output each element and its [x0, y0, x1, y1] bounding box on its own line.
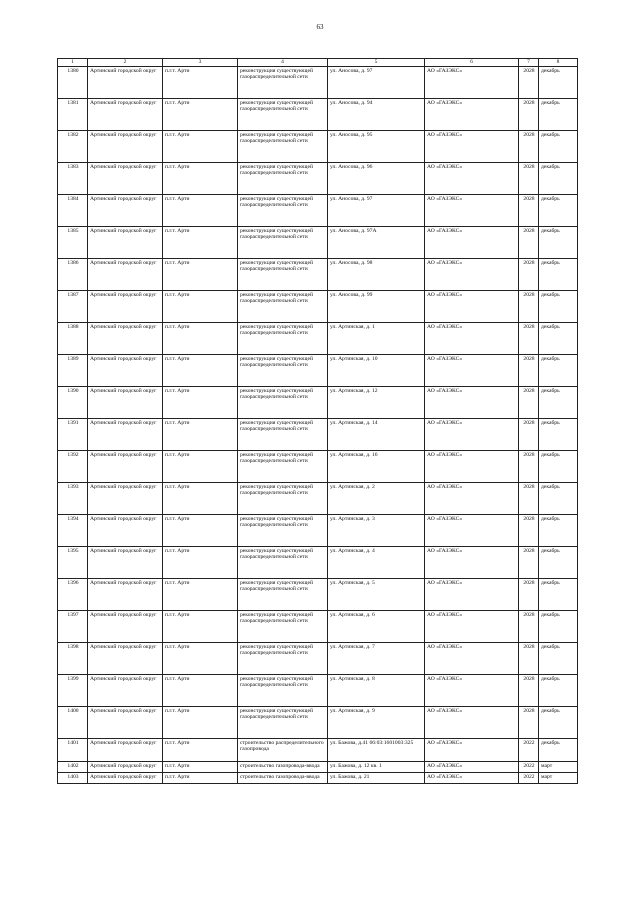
- cell-org: АО «ГАЗЭКС»: [425, 675, 519, 707]
- cell-work: реконструкция существующей газораспределительной сети: [238, 99, 328, 131]
- cell-org: АО «ГАЗЭКС»: [425, 611, 519, 643]
- cell-month: декабрь: [539, 323, 578, 355]
- cell-org: АО «ГАЗЭКС»: [425, 707, 519, 739]
- cell-settlement: п.г.т. Арти: [163, 515, 238, 547]
- cell-address: ул. Аносова, д. 97: [328, 195, 425, 227]
- cell-address: ул. Аносова, д. 97А: [328, 227, 425, 259]
- cell-month: декабрь: [539, 163, 578, 195]
- cell-month: декабрь: [539, 67, 578, 99]
- cell-address: ул. Аносова, д. 97: [328, 67, 425, 99]
- cell-org: АО «ГАЗЭКС»: [425, 195, 519, 227]
- cell-district: Артинский городской округ: [88, 762, 163, 773]
- cell-n: 1399: [58, 675, 88, 707]
- cell-month: декабрь: [539, 739, 578, 762]
- cell-year: 2028: [519, 419, 539, 451]
- cell-n: 1387: [58, 291, 88, 323]
- cell-year: 2028: [519, 579, 539, 611]
- cell-settlement: п.г.т. Арти: [163, 483, 238, 515]
- table-row: [58, 579, 578, 611]
- cell-n: 1381: [58, 99, 88, 131]
- table-row: [58, 323, 578, 355]
- cell-work: реконструкция существующей газораспределительной сети: [238, 547, 328, 579]
- cell-org: АО «ГАЗЭКС»: [425, 163, 519, 195]
- cell-district: Артинский городской округ: [88, 451, 163, 483]
- cell-n: 1398: [58, 643, 88, 675]
- header-cell: 6: [425, 59, 519, 67]
- cell-month: декабрь: [539, 675, 578, 707]
- cell-n: 1382: [58, 131, 88, 163]
- cell-settlement: п.г.т. Арти: [163, 163, 238, 195]
- cell-settlement: п.г.т. Арти: [163, 323, 238, 355]
- cell-address: ул. Аносова, д. 95: [328, 131, 425, 163]
- cell-district: Артинский городской округ: [88, 323, 163, 355]
- cell-address: ул. Аносова, д. 98: [328, 259, 425, 291]
- cell-district: Артинский городской округ: [88, 707, 163, 739]
- cell-settlement: п.г.т. Арти: [163, 419, 238, 451]
- cell-n: 1384: [58, 195, 88, 227]
- cell-month: март: [539, 762, 578, 773]
- header-cell: 4: [238, 59, 328, 67]
- cell-month: декабрь: [539, 451, 578, 483]
- cell-n: 1386: [58, 259, 88, 291]
- cell-settlement: п.г.т. Арти: [163, 355, 238, 387]
- cell-month: декабрь: [539, 227, 578, 259]
- cell-address: ул. Артинская, д. 8: [328, 675, 425, 707]
- table-row: [58, 707, 578, 739]
- cell-org: АО «ГАЗЭКС»: [425, 67, 519, 99]
- table-row: [58, 547, 578, 579]
- cell-org: АО «ГАЗЭКС»: [425, 291, 519, 323]
- cell-n: 1395: [58, 547, 88, 579]
- cell-district: Артинский городской округ: [88, 419, 163, 451]
- cell-org: АО «ГАЗЭКС»: [425, 451, 519, 483]
- cell-year: 2028: [519, 227, 539, 259]
- cell-org: АО «ГАЗЭКС»: [425, 419, 519, 451]
- cell-district: Артинский городской округ: [88, 483, 163, 515]
- cell-n: 1397: [58, 611, 88, 643]
- cell-n: 1401: [58, 739, 88, 762]
- cell-n: 1393: [58, 483, 88, 515]
- table-row: [58, 515, 578, 547]
- table-row: [58, 611, 578, 643]
- cell-org: АО «ГАЗЭКС»: [425, 643, 519, 675]
- page-number: 63: [316, 23, 324, 31]
- cell-year: 2028: [519, 515, 539, 547]
- cell-settlement: п.г.т. Арти: [163, 773, 238, 784]
- cell-address: ул. Артинская, д. 5: [328, 579, 425, 611]
- cell-month: декабрь: [539, 643, 578, 675]
- cell-month: декабрь: [539, 259, 578, 291]
- cell-year: 2028: [519, 643, 539, 675]
- cell-work: реконструкция существующей газораспределительной сети: [238, 675, 328, 707]
- cell-address: ул. Аносова, д. 96: [328, 163, 425, 195]
- table-row: [58, 675, 578, 707]
- cell-month: декабрь: [539, 707, 578, 739]
- cell-year: 2022: [519, 739, 539, 762]
- cell-n: 1391: [58, 419, 88, 451]
- cell-year: 2028: [519, 259, 539, 291]
- cell-n: 1389: [58, 355, 88, 387]
- cell-n: 1396: [58, 579, 88, 611]
- table-row: [58, 131, 578, 163]
- cell-work: реконструкция существующей газораспределительной сети: [238, 195, 328, 227]
- cell-month: декабрь: [539, 131, 578, 163]
- table-row: [58, 99, 578, 131]
- cell-address: ул. Артинская, д. 1: [328, 323, 425, 355]
- cell-year: 2022: [519, 773, 539, 784]
- cell-address: ул. Артинская, д. 4: [328, 547, 425, 579]
- table-row: [58, 483, 578, 515]
- cell-district: Артинский городской округ: [88, 291, 163, 323]
- cell-work: реконструкция существующей газораспределительной сети: [238, 451, 328, 483]
- cell-org: АО «ГАЗЭКС»: [425, 547, 519, 579]
- cell-settlement: п.г.т. Арти: [163, 291, 238, 323]
- cell-address: ул. Бажова, д. 21: [328, 773, 425, 784]
- cell-address: ул. Артинская, д. 14: [328, 419, 425, 451]
- cell-month: март: [539, 773, 578, 784]
- header-row: [58, 59, 578, 67]
- cell-month: декабрь: [539, 515, 578, 547]
- cell-year: 2028: [519, 67, 539, 99]
- cell-district: Артинский городской округ: [88, 67, 163, 99]
- cell-n: 1383: [58, 163, 88, 195]
- cell-settlement: п.г.т. Арти: [163, 707, 238, 739]
- header-cell: 8: [539, 59, 578, 67]
- cell-settlement: п.г.т. Арти: [163, 547, 238, 579]
- cell-settlement: п.г.т. Арти: [163, 67, 238, 99]
- cell-settlement: п.г.т. Арти: [163, 611, 238, 643]
- header-cell: 2: [88, 59, 163, 67]
- cell-district: Артинский городской округ: [88, 355, 163, 387]
- table-row: [58, 195, 578, 227]
- cell-month: декабрь: [539, 387, 578, 419]
- cell-work: строительство газопровода-ввода: [238, 773, 328, 784]
- cell-address: ул. Артинская, д. 10: [328, 355, 425, 387]
- cell-n: 1380: [58, 67, 88, 99]
- cell-org: АО «ГАЗЭКС»: [425, 99, 519, 131]
- cell-year: 2022: [519, 762, 539, 773]
- cell-org: АО «ГАЗЭКС»: [425, 387, 519, 419]
- cell-address: ул. Артинская, д. 2: [328, 483, 425, 515]
- cell-address: ул. Артинская, д. 7: [328, 643, 425, 675]
- cell-settlement: п.г.т. Арти: [163, 259, 238, 291]
- cell-district: Артинский городской округ: [88, 515, 163, 547]
- table-row: [58, 227, 578, 259]
- cell-n: 1385: [58, 227, 88, 259]
- cell-org: АО «ГАЗЭКС»: [425, 579, 519, 611]
- cell-work: реконструкция существующей газораспределительной сети: [238, 707, 328, 739]
- cell-work: реконструкция существующей газораспределительной сети: [238, 323, 328, 355]
- cell-year: 2028: [519, 611, 539, 643]
- table-row: [58, 67, 578, 99]
- cell-month: декабрь: [539, 419, 578, 451]
- cell-month: декабрь: [539, 355, 578, 387]
- cell-year: 2028: [519, 195, 539, 227]
- header-cell: 1: [58, 59, 88, 67]
- cell-month: декабрь: [539, 483, 578, 515]
- cell-district: Артинский городской округ: [88, 195, 163, 227]
- cell-org: АО «ГАЗЭКС»: [425, 739, 519, 762]
- cell-work: реконструкция существующей газораспределительной сети: [238, 131, 328, 163]
- cell-district: Артинский городской округ: [88, 739, 163, 762]
- cell-work: реконструкция существующей газораспределительной сети: [238, 643, 328, 675]
- cell-org: АО «ГАЗЭКС»: [425, 773, 519, 784]
- header-cell: 7: [519, 59, 539, 67]
- header-cell: 5: [328, 59, 425, 67]
- cell-work: реконструкция существующей газораспределительной сети: [238, 611, 328, 643]
- cell-work: строительство распределительного газопровода: [238, 739, 328, 762]
- cell-n: 1400: [58, 707, 88, 739]
- cell-district: Артинский городской округ: [88, 227, 163, 259]
- cell-n: 1394: [58, 515, 88, 547]
- cell-year: 2028: [519, 355, 539, 387]
- cell-work: реконструкция существующей газораспределительной сети: [238, 227, 328, 259]
- table-row: [58, 419, 578, 451]
- table-row: [58, 451, 578, 483]
- cell-org: АО «ГАЗЭКС»: [425, 131, 519, 163]
- cell-month: декабрь: [539, 611, 578, 643]
- cell-settlement: п.г.т. Арти: [163, 675, 238, 707]
- cell-year: 2028: [519, 323, 539, 355]
- cell-address: ул. Аносова, д. 94: [328, 99, 425, 131]
- cell-settlement: п.г.т. Арти: [163, 643, 238, 675]
- cell-settlement: п.г.т. Арти: [163, 99, 238, 131]
- cell-address: ул. Артинская, д. 3: [328, 515, 425, 547]
- cell-org: АО «ГАЗЭКС»: [425, 227, 519, 259]
- cell-month: декабрь: [539, 547, 578, 579]
- cell-year: 2028: [519, 547, 539, 579]
- cell-address: ул. Бажова, д. 12 кв. 1: [328, 762, 425, 773]
- table-row: [58, 773, 578, 784]
- cell-district: Артинский городской округ: [88, 259, 163, 291]
- table-row: [58, 291, 578, 323]
- cell-district: Артинский городской округ: [88, 611, 163, 643]
- cell-work: реконструкция существующей газораспределительной сети: [238, 163, 328, 195]
- cell-district: Артинский городской округ: [88, 547, 163, 579]
- cell-district: Артинский городской округ: [88, 773, 163, 784]
- cell-work: реконструкция существующей газораспределительной сети: [238, 419, 328, 451]
- table-row: [58, 163, 578, 195]
- cell-month: декабрь: [539, 291, 578, 323]
- cell-settlement: п.г.т. Арти: [163, 739, 238, 762]
- cell-address: ул. Артинская, д. 12: [328, 387, 425, 419]
- cell-settlement: п.г.т. Арти: [163, 227, 238, 259]
- cell-work: строительство газопровода-ввода: [238, 762, 328, 773]
- cell-n: 1388: [58, 323, 88, 355]
- cell-work: реконструкция существующей газораспределительной сети: [238, 579, 328, 611]
- cell-year: 2028: [519, 291, 539, 323]
- cell-address: ул. Артинская, д. 6: [328, 611, 425, 643]
- cell-org: АО «ГАЗЭКС»: [425, 762, 519, 773]
- cell-n: 1403: [58, 773, 88, 784]
- cell-work: реконструкция существующей газораспределительной сети: [238, 355, 328, 387]
- cell-year: 2028: [519, 707, 539, 739]
- cell-settlement: п.г.т. Арти: [163, 762, 238, 773]
- table-row: [58, 387, 578, 419]
- cell-year: 2028: [519, 675, 539, 707]
- cell-settlement: п.г.т. Арти: [163, 451, 238, 483]
- table-row: [58, 643, 578, 675]
- cell-address: ул. Артинская, д. 16: [328, 451, 425, 483]
- cell-org: АО «ГАЗЭКС»: [425, 323, 519, 355]
- header-cell: 3: [163, 59, 238, 67]
- table-row: [58, 739, 578, 762]
- cell-work: реконструкция существующей газораспределительной сети: [238, 67, 328, 99]
- cell-district: Артинский городской округ: [88, 387, 163, 419]
- cell-month: декабрь: [539, 195, 578, 227]
- cell-month: декабрь: [539, 579, 578, 611]
- cell-month: декабрь: [539, 99, 578, 131]
- cell-org: АО «ГАЗЭКС»: [425, 515, 519, 547]
- cell-district: Артинский городской округ: [88, 675, 163, 707]
- cell-address: ул. Бажова, д.41 66:03:1601003:325: [328, 739, 425, 762]
- cell-settlement: п.г.т. Арти: [163, 387, 238, 419]
- cell-n: 1402: [58, 762, 88, 773]
- table-row: [58, 355, 578, 387]
- cell-district: Артинский городской округ: [88, 579, 163, 611]
- cell-year: 2028: [519, 163, 539, 195]
- works-table: [57, 58, 578, 784]
- cell-address: ул. Артинская, д. 9: [328, 707, 425, 739]
- cell-settlement: п.г.т. Арти: [163, 131, 238, 163]
- cell-settlement: п.г.т. Арти: [163, 579, 238, 611]
- cell-org: АО «ГАЗЭКС»: [425, 483, 519, 515]
- table-row: [58, 762, 578, 773]
- cell-work: реконструкция существующей газораспределительной сети: [238, 483, 328, 515]
- cell-year: 2028: [519, 483, 539, 515]
- cell-district: Артинский городской округ: [88, 131, 163, 163]
- cell-n: 1390: [58, 387, 88, 419]
- cell-n: 1392: [58, 451, 88, 483]
- cell-org: АО «ГАЗЭКС»: [425, 355, 519, 387]
- cell-address: ул. Аносова, д. 99: [328, 291, 425, 323]
- cell-work: реконструкция существующей газораспределительной сети: [238, 387, 328, 419]
- cell-year: 2028: [519, 131, 539, 163]
- cell-district: Артинский городской округ: [88, 643, 163, 675]
- cell-work: реконструкция существующей газораспределительной сети: [238, 291, 328, 323]
- cell-year: 2028: [519, 99, 539, 131]
- cell-settlement: п.г.т. Арти: [163, 195, 238, 227]
- cell-work: реконструкция существующей газораспределительной сети: [238, 515, 328, 547]
- cell-org: АО «ГАЗЭКС»: [425, 259, 519, 291]
- cell-district: Артинский городской округ: [88, 163, 163, 195]
- cell-work: реконструкция существующей газораспределительной сети: [238, 259, 328, 291]
- cell-year: 2028: [519, 451, 539, 483]
- cell-district: Артинский городской округ: [88, 99, 163, 131]
- cell-year: 2028: [519, 387, 539, 419]
- table-row: [58, 259, 578, 291]
